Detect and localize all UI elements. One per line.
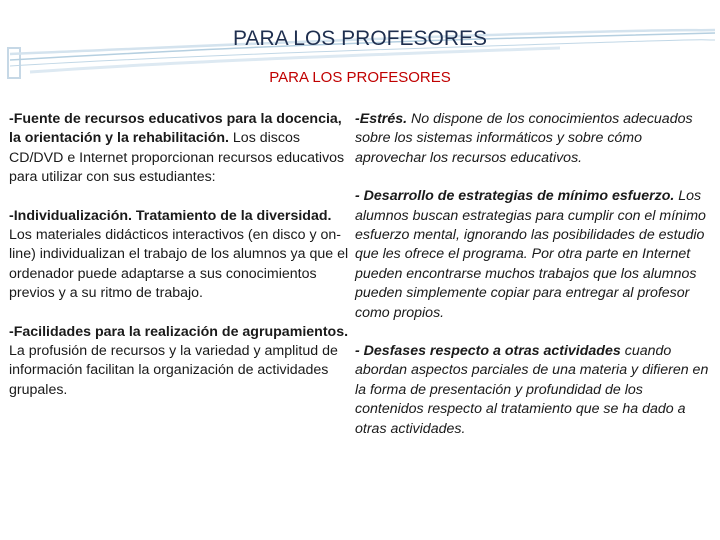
item-heading: -Facilidades para la realización de agrupamientos.: [9, 323, 349, 340]
advantage-item: [9, 323, 349, 401]
item-body: Los materiales didácticos interactivos (en disco y on-line) individualizan el trabajo de los alumnos ya que el ordenador puede adaptarse a sus conocimientos previos y a su ritmo de trabajo.: [9, 227, 349, 302]
item-heading: -Estrés.: [355, 111, 408, 127]
item-heading: -Fuente de recursos educativos para la docencia, la orientación y la rehabilitación.: [9, 111, 342, 147]
disadvantages-column: [355, 110, 710, 439]
advantage-item: [9, 110, 349, 188]
item-heading: - Desfases respecto a otras actividades: [355, 343, 621, 360]
advantage-item: [9, 207, 349, 304]
disadvantage-item: [355, 342, 710, 439]
item-body: No dispone de los conocimientos adecuados sobre los sistemas informáticos y sobre cómo aprovechar los recursos educativos.: [355, 111, 693, 166]
item-body: cuando abordan aspectos parciales de una materia y difieren en la forma de presentación y profundidad de los contenidos respecto al tratamiento que se ha dado a otras actividades.: [355, 343, 709, 437]
disadvantage-item: [355, 187, 710, 323]
item-heading: -Individualización. Tratamiento de la diversidad.: [9, 207, 332, 224]
item-body: Los alumnos buscan estrategias para cumplir con el mínimo esfuerzo mental, ignorando las posibilidades de estudio que les ofrece el programa. Por otra parte en Internet pueden encontrarse muchos trabajos que los alumnos pueden simplemente copiar para entregar al profesor como propios.: [355, 188, 706, 321]
page-title: PARA LOS PROFESORES: [232, 27, 488, 50]
item-heading: - Desarrollo de estrategias de mínimo esfuerzo.: [355, 188, 675, 205]
disadvantage-item: [355, 110, 710, 168]
advantages-column: [9, 110, 349, 400]
item-body: Los discos CD/DVD e Internet proporcionan recursos educativos para utilizar con sus estudiantes:: [9, 130, 345, 186]
item-body: La profusión de recursos y la variedad y amplitud de información facilitan la organización de actividades grupales.: [9, 343, 338, 398]
page-subtitle: PARA LOS PROFESORES: [269, 69, 451, 86]
